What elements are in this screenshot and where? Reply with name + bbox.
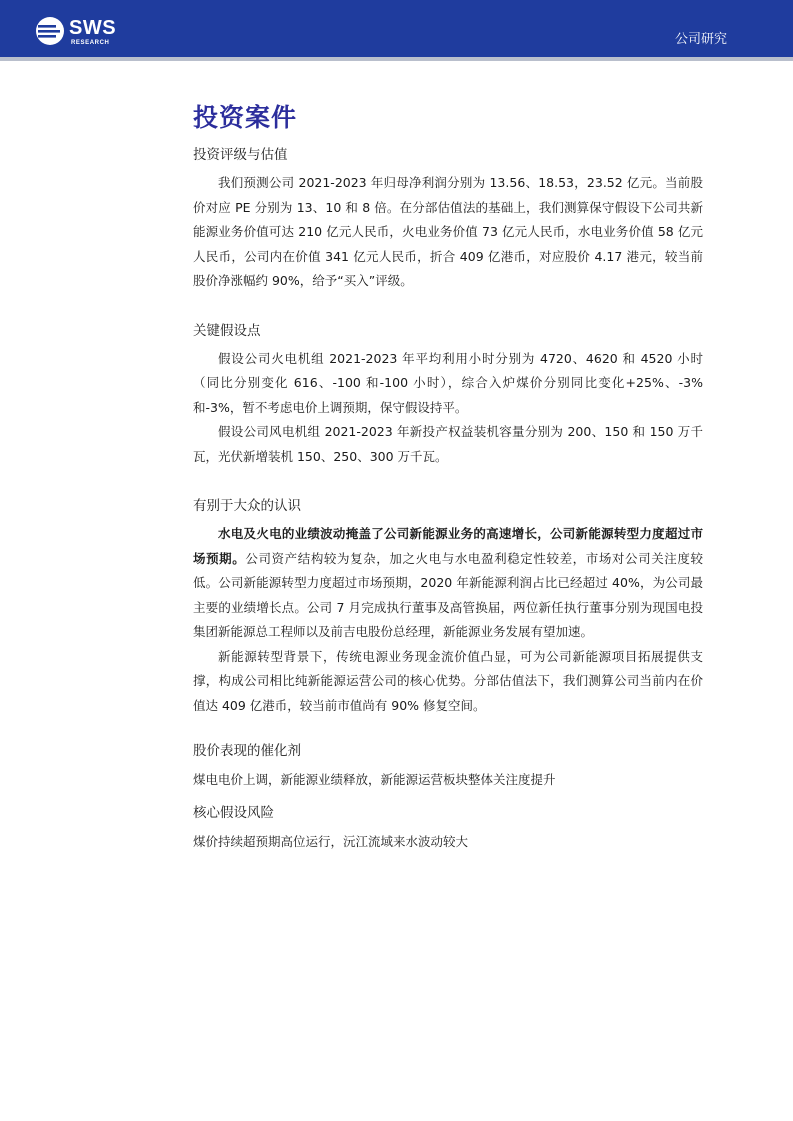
section-heading-assumptions: 关键假设点: [193, 322, 261, 339]
header-divider: [0, 57, 793, 61]
section-heading-catalysts: 股价表现的催化剂: [193, 743, 301, 759]
rating-paragraph: 我们预测公司 2021-2023 年归母净利润分别为 13.56、18.53，23.52 亿元。当前股价对应 PE 分别为 13、10 和 8 倍。在分部估值法的基础上，我们测算保守假设下公司共新能源业务价值可达 210 亿元人民币，火电业务价值 73 亿元人民币，水电业务价值 58 亿元人民币，公司内在价值 341 亿元人民币，折合 409 亿港币，对应股价 4.17 港元，较当前股价净涨幅约 90%，给予“买入”评级。: [193, 175, 703, 288]
section-heading-risks: 核心假设风险: [193, 805, 274, 821]
logo-subtext: RESEARCH: [71, 40, 110, 46]
differentiation-key-point: 水电及火电的业绩波动掩盖了公司新能源业务的高速增长，公司新能源转型力度超过市场预期。: [193, 526, 703, 566]
catalysts-text: 煤电电价上调，新能源业绩释放，新能源运营板块整体关注度提升: [193, 772, 556, 787]
risks-text: 煤价持续超预期高位运行，沅江流域来水波动较大: [193, 834, 469, 849]
section-heading-rating: 投资评级与估值: [193, 147, 288, 163]
assumptions-paragraph-1: 假设公司火电机组 2021-2023 年平均利用小时分别为 4720、4620 和 4520 小时（同比分别变化 616、-100 和-100 小时），综合入炉煤价分别同比变化+25%、-3%和-3%，暂不考虑电价上调预期，保守假设持平。: [193, 350, 703, 415]
header-bar: [0, 0, 793, 57]
sws-logo-icon: [35, 16, 65, 46]
assumptions-paragraph-2: 假设公司风电机组 2021-2023 年新投产权益装机容量分别为 200、150 和 150 万千瓦，光伏新增装机 150、250、300 万千瓦。: [193, 424, 703, 464]
report-content: [193, 102, 703, 854]
section-heading-differentiation: 有别于大众的认识: [193, 498, 301, 514]
logo-text: SWS: [69, 17, 117, 39]
differentiation-paragraph-2: 新能源转型背景下，传统电源业务现金流价值凸显，可为公司新能源项目拓展提供支撑，构成公司相比纯新能源运营公司的核心优势。分部估值法下，我们测算公司当前内在价值达 409 亿港币，较当前市值尚有 90% 修复空间。: [193, 648, 703, 713]
differentiation-detail: 公司资产结构较为复杂，加之火电与水电盈利稳定性较差，市场对公司关注度较低。公司新能源转型力度超过市场预期，2020 年新能源利润占比已经超过 40%，为公司最主要的业绩增长点。公司 7 月完成执行董事及高管换届，两位新任执行董事分别为现国电投集团新能源总工程师以及前吉电股份总经理，新能源业务发展有望加速。: [193, 550, 703, 639]
report-type-label: 公司研究: [674, 32, 727, 47]
page-title: 投资案件: [193, 103, 298, 132]
differentiation-paragraph-1: [193, 522, 703, 645]
